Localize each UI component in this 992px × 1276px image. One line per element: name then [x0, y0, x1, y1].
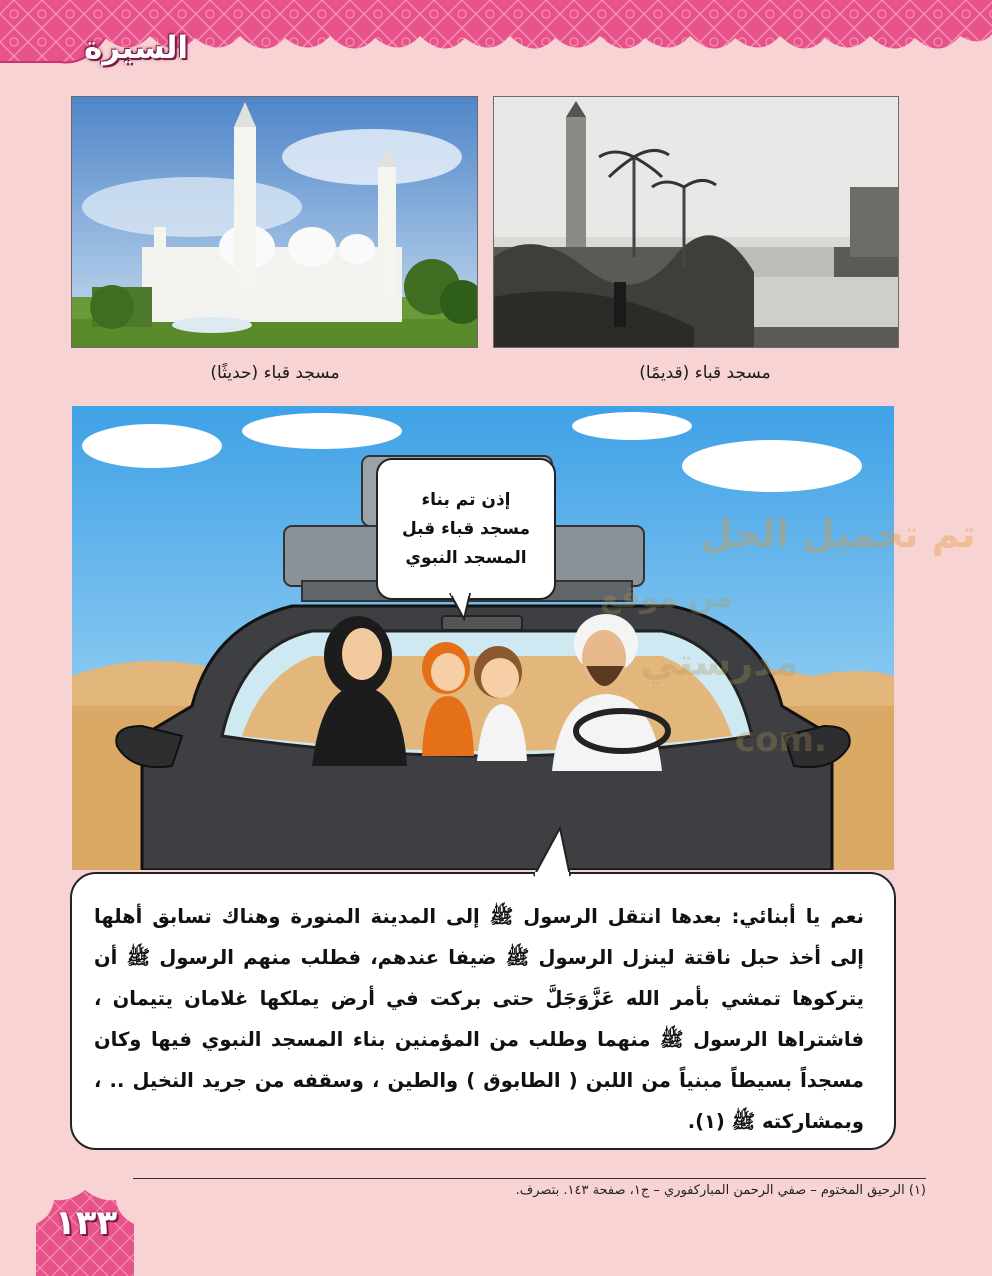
speech-bubble: [376, 458, 556, 600]
narration-box: نعم يا أبنائي: بعدها انتقل الرسول ﷺ إلى المدينة المنورة وهناك تسابق أهلها إلى أخذ حبل ناقتة لينزل الرسول ﷺ ضيفا عندهم، فطلب منهم الرسول ﷺ أن يتركوها تمشي بأمر الله عَزَّوَجَلَّ حتى بركت في أرض يملكها غلامان يتيمان ، فاشتراها الرسول ﷺ منهما وطلب من المؤمنين بناء المسجد النبوي فيها وكان مسجداً بسيطاً مبنياً من اللبن ( الطابوق ) والطين ، وسقفه من جريد النخيل .. ، وبمشاركته ﷺ (١).: [70, 872, 896, 1150]
watermark-line-4: .com: [735, 720, 827, 760]
section-title: السيرة: [84, 30, 189, 66]
caption-quba-modern: مسجد قباء (حديثًا): [210, 363, 340, 383]
watermark-line-3: مدرستي: [640, 640, 799, 684]
watermark-line-2: من موقع: [600, 580, 734, 615]
speech-bubble-line-3: المسجد النبوي: [405, 547, 527, 568]
speech-bubble-tail: [446, 593, 476, 623]
speech-bubble-line-1: إذن تم بناء: [421, 489, 511, 510]
photo-quba-modern: [71, 96, 478, 348]
page-number: ١٣٣: [54, 1203, 118, 1243]
watermark-line-1: تم تحميل الحل: [700, 512, 976, 556]
speech-bubble-line-2: مسجد قباء قبل: [401, 518, 531, 539]
narration-box-tail: [520, 826, 580, 878]
footnote: (١) الرحيق المختوم – صفي الرحمن المباركفوري – ج١، صفحة ١٤٣. بتصرف.: [515, 1183, 926, 1198]
footnote-divider: [133, 1178, 926, 1179]
caption-quba-old: مسجد قباء (قديمًا): [639, 363, 771, 383]
photo-quba-old: [493, 96, 899, 348]
